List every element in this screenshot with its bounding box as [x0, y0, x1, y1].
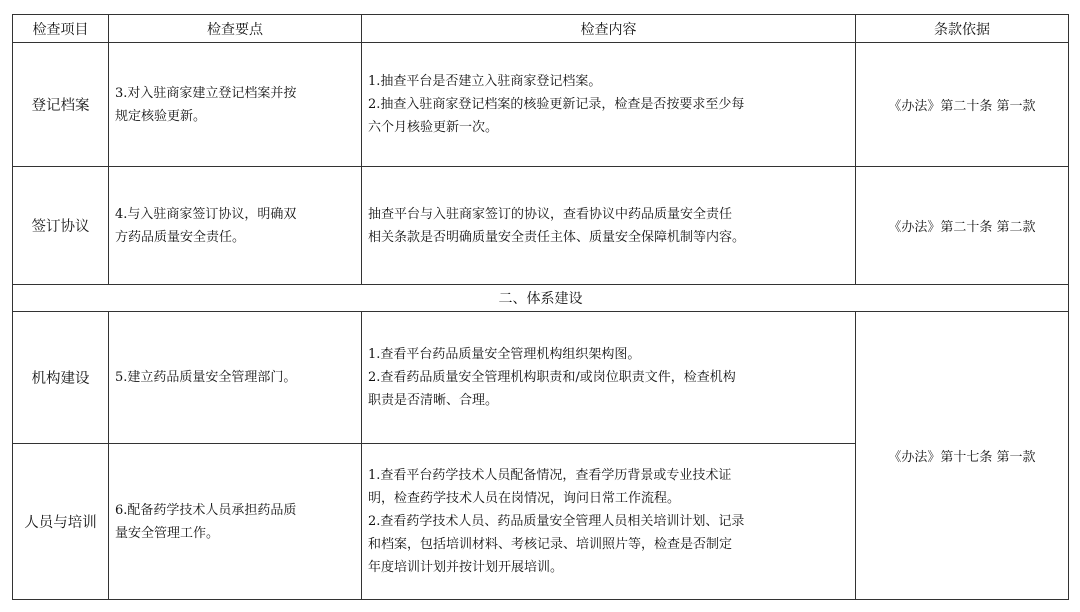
row-basis: 《办法》第二十条 第二款: [856, 167, 1069, 285]
row-item: 签订协议: [13, 167, 109, 285]
header-row: [13, 15, 1069, 43]
header-item: 检查项目: [13, 15, 109, 43]
row-content: 1.抽查平台是否建立入驻商家登记档案。 2.抽查入驻商家登记档案的核验更新记录，检查是否按要求至少每 六个月核验更新一次。: [362, 43, 856, 167]
row-content: 1.查看平台药品质量安全管理机构组织架构图。 2.查看药品质量安全管理机构职责和/或岗位职责文件，检查机构 职责是否清晰、合理。: [362, 312, 856, 444]
section-title: 二、体系建设: [13, 285, 1069, 312]
header-basis: 条款依据: [856, 15, 1069, 43]
table-row: [13, 43, 1069, 167]
header-content: 检查内容: [362, 15, 856, 43]
row-point: 5.建立药品质量安全管理部门。: [109, 312, 362, 444]
row-item: 登记档案: [13, 43, 109, 167]
row-basis-merged: 《办法》第十七条 第一款: [856, 312, 1069, 600]
row-point: 4.与入驻商家签订协议，明确双 方药品质量安全责任。: [109, 167, 362, 285]
section-row: [13, 285, 1069, 312]
table-row: [13, 167, 1069, 285]
row-basis: 《办法》第二十条 第一款: [856, 43, 1069, 167]
header-point: 检查要点: [109, 15, 362, 43]
row-content: 1.查看平台药学技术人员配备情况，查看学历背景或专业技术证 明，检查药学技术人员在岗情况，询问日常工作流程。 2.查看药学技术人员、药品质量安全管理人员相关培训计划、记录 和档案，包括培训材料、考核记录、培训照片等，检查是否制定 年度培训计划并按计划开展培训。: [362, 444, 856, 600]
row-content: 抽查平台与入驻商家签订的协议，查看协议中药品质量安全责任 相关条款是否明确质量安全责任主体、质量安全保障机制等内容。: [362, 167, 856, 285]
row-point: 3.对入驻商家建立登记档案并按 规定核验更新。: [109, 43, 362, 167]
inspection-table: [12, 14, 1069, 600]
row-item: 人员与培训: [13, 444, 109, 600]
table-row: [13, 312, 1069, 444]
row-point: 6.配备药学技术人员承担药品质 量安全管理工作。: [109, 444, 362, 600]
row-item: 机构建设: [13, 312, 109, 444]
